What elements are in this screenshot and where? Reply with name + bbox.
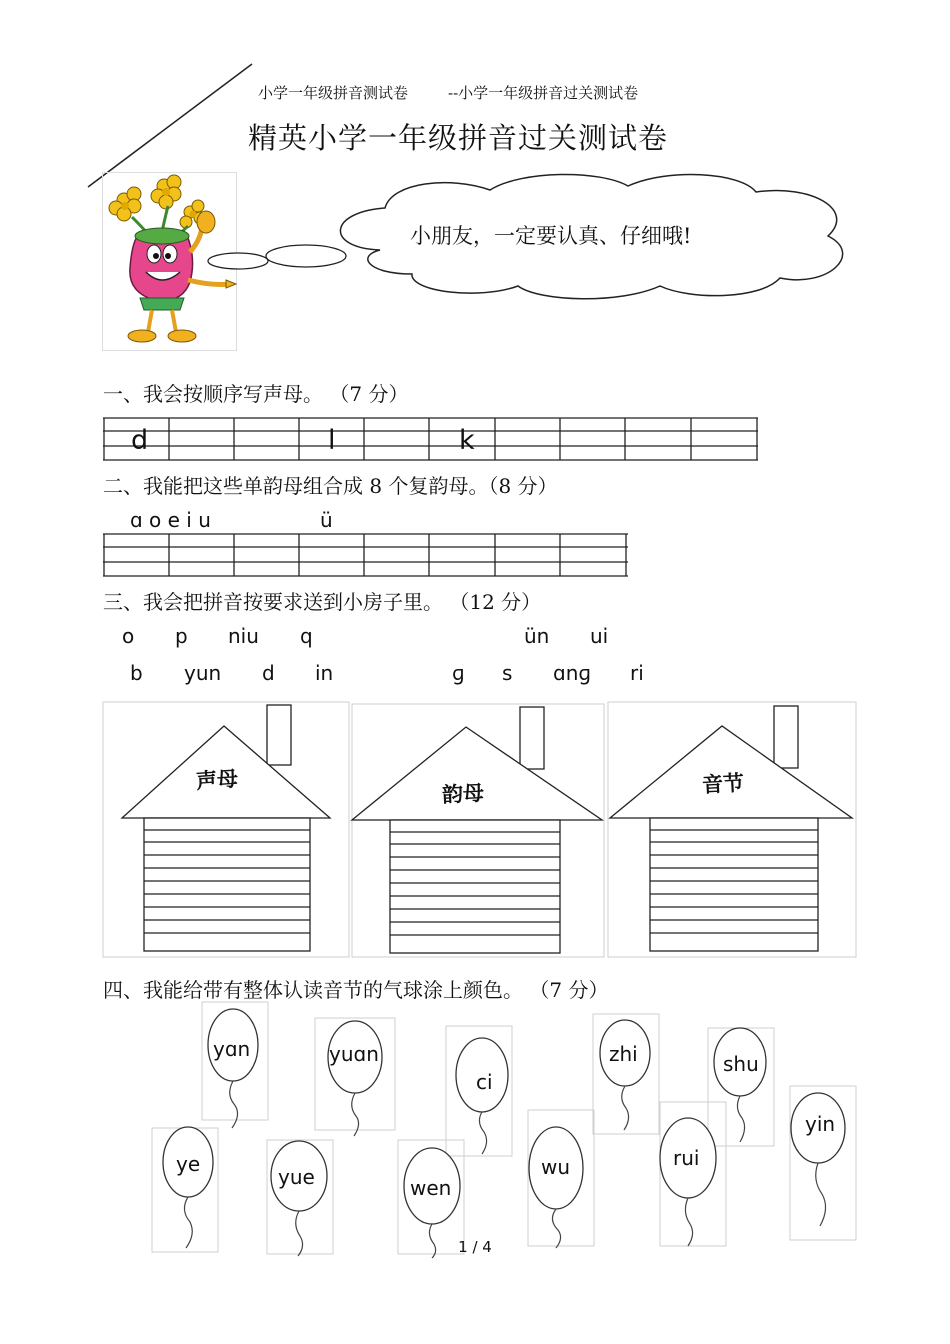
balloon-label-wen: wen [410, 1176, 452, 1200]
pinyin-g: ɡ [452, 661, 465, 685]
houses-illustration [102, 700, 862, 960]
pinyin-b: b [130, 661, 143, 685]
page-number: 1 / 4 [458, 1238, 492, 1256]
page-title: 精英小学一年级拼音过关测试卷 [247, 121, 668, 155]
house-label-shengmu: 声母 [195, 765, 239, 794]
pinyin-ang: ɑnɡ [553, 661, 592, 685]
speech-bubble-text: 小朋友，一定要认真、仔细哦! [410, 224, 692, 248]
pinyin-p: p [175, 624, 188, 648]
running-title-left: 小学一年级拼音测试卷 [258, 84, 409, 102]
balloon-label-wu: wu [541, 1155, 571, 1179]
balloon-label-yin: yin [805, 1112, 836, 1136]
section2-heading: 二、我能把这些单韵母组合成 8 个复韵母。（8 分） [103, 474, 558, 498]
pinyin-niu: niu [228, 624, 259, 648]
section2-vowels: ɑ o e i u [130, 508, 211, 532]
balloon-label-zhi: zhi [609, 1042, 638, 1066]
house-shengmu [122, 705, 330, 951]
house-yunmu [352, 707, 602, 953]
section2-vowel-u-umlaut: ü [320, 508, 333, 532]
house-label-yinjie: 音节 [701, 769, 745, 798]
grid-cell-1: d [131, 425, 149, 456]
pinyin-un: ün [524, 624, 550, 648]
balloon-label-rui: rui [673, 1146, 700, 1170]
grid-cell-4: l [328, 425, 336, 456]
house-label-yunmu: 韵母 [441, 779, 485, 808]
pinyin-yun: yun [184, 661, 222, 685]
pinyin-ui: ui [590, 624, 609, 648]
pinyin-s: s [502, 661, 513, 685]
balloon-label-yuan: yuɑn [329, 1042, 379, 1066]
house-yinjie [610, 706, 852, 951]
balloon-label-shu: shu [723, 1052, 759, 1076]
four-line-grid [103, 417, 763, 463]
section1-heading: 一、我会按顺序写声母。 （7 分） [103, 382, 409, 406]
section3-heading: 三、我会把拼音按要求送到小房子里。 （12 分） [103, 590, 542, 614]
grid-cell-6: k [459, 425, 475, 456]
pinyin-d: d [262, 661, 275, 685]
balloon-label-ye: ye [176, 1152, 201, 1176]
balloon-label-yan: yɑn [213, 1037, 251, 1061]
section2-four-line-grid [103, 533, 633, 579]
balloon-label-ci: ci [476, 1070, 493, 1094]
pinyin-o: o [122, 624, 135, 648]
section4-heading: 四、我能给带有整体认读音节的气球涂上颜色。 （7 分） [103, 978, 609, 1002]
running-title-right: --小学一年级拼音过关测试卷 [448, 84, 639, 102]
pinyin-ri: ri [630, 661, 644, 685]
pinyin-in: in [315, 661, 334, 685]
balloon-label-yue: yue [278, 1165, 315, 1189]
pinyin-q: q [300, 624, 313, 648]
